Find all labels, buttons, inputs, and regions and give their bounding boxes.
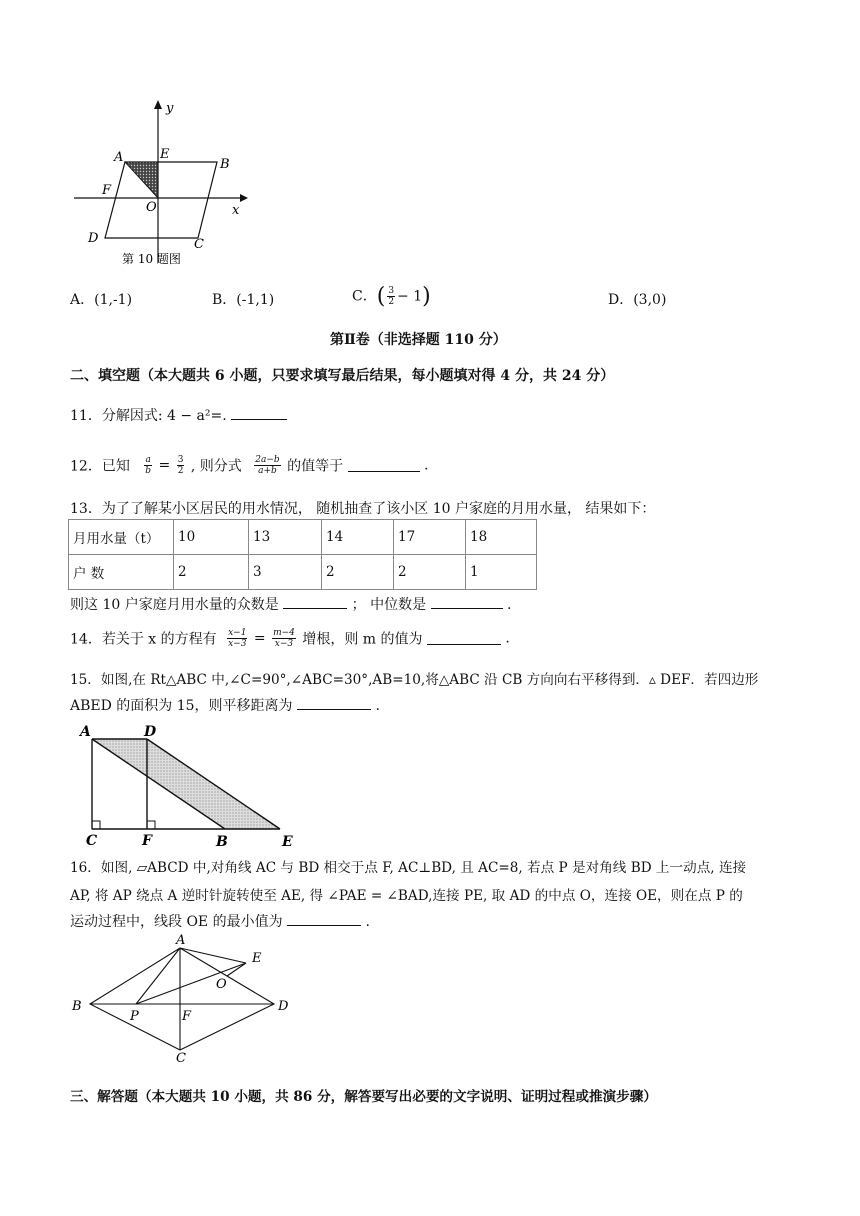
q16-label-c: C [176,1051,186,1062]
q14 [70,628,510,649]
q15-label-f: F [142,833,152,849]
table-cell: 14 [322,520,394,555]
q12-equals: = [158,457,171,474]
q15-label-a: A [80,724,91,740]
q14-fraction-left: $\frac{x-1}{x-3}$ [228,628,247,649]
table-cell: 2 [174,555,249,590]
part2-title: 第Ⅱ卷（非选择题 110 分） [330,332,507,348]
q15-line2-text: ABED 的面积为 15，则平移距离为 [70,698,293,714]
table-cell: 10 [174,520,249,555]
q13-end: . [506,597,512,613]
q10-label-o: O [146,200,157,215]
q10-coordinate-figure [70,95,250,270]
q15-label-b: B [216,834,228,850]
table-row [69,555,537,590]
q14-prefix: 14．若关于 x 的方程有 [70,631,217,648]
q10-option-b: B．(-1,1) [212,292,275,308]
q15-label-c: C [86,833,98,849]
q13-median-blank[interactable] [431,596,503,609]
q13-text: 13．为了了解某小区居民的用水情况， 随机抽查了该小区 10 户家庭的月用水量， 结果如下： [70,501,656,517]
q12-mid: , 则分式 [190,458,242,475]
q16-label-f: F [182,1009,192,1024]
q13-followup [70,594,511,614]
q15-translation-figure [76,722,306,850]
q10-label-y: y [166,101,174,116]
q10-label-x: x [232,203,240,218]
section2-title: 二、填空题（本大题共 6 小题，只要求填写最后结果，每小题填对得 4 分，共 24 分） [70,368,615,384]
q10-label-b: B [220,157,230,172]
q16-line1: 16．如图, ▱ABCD 中,对角线 AC 与 BD 相交于点 F, AC⊥BD, 且 AC=8, 若点 P 是对角线 BD 上一动点, 连接 [70,860,747,876]
q15-answer-blank[interactable] [297,697,371,710]
q14-fraction-right: $\frac{m-4}{x-3}$ [273,628,295,649]
table-cell: 13 [249,520,322,555]
q11 [70,405,287,425]
q16-label-a: A [176,933,186,948]
q16-line2: AP, 将 AP 绕点 A 逆时针旋转使至 AE, 得 ∠PAE = ∠BAD,连接 PE, 取 AD 的中点 O，连接 OE，则在点 P 的 [70,888,743,904]
q13-mode-label: 则这 10 户家庭月用水量的众数是 [70,597,279,613]
q16-answer-blank[interactable] [287,913,361,926]
q12-fraction-expression: $\frac{2a-b}{a+b}$ [255,455,280,476]
q10-label-a: A [114,150,124,165]
q12 [70,455,428,476]
q14-suffix: 增根，则 m 的值为 [302,631,423,648]
q10-label-c: C [194,237,204,252]
q11-text: 11．分解因式: 4 − a²=. [70,408,227,424]
q10-option-d: D．(3,0) [608,292,667,308]
q12-prefix: 12．已知 [70,458,130,475]
q14-answer-blank[interactable] [427,632,501,645]
q16-label-p: P [130,1009,139,1024]
q13-median-label: ； 中位数是 [351,597,427,613]
q15-line2 [70,695,380,715]
q15-line1: 15．如图,在 Rt△ABC 中,∠C=90°,∠ABC=30°,AB=10,将△ABC 沿 CB 方向向右平移得到．▵ DEF．若四边形 [70,672,759,688]
q10-label-d: D [88,231,99,246]
table-cell: 17 [394,520,466,555]
table-cell: 月用水量（t） [69,520,174,555]
q16-label-b: B [72,999,82,1014]
q16-label-e: E [252,951,262,966]
section3-title: 三、解答题（本大题共 10 小题，共 86 分，解答要写出必要的文字说明、证明过程或推演步骤） [70,1089,657,1105]
table-row [69,520,537,555]
q16-label-o: O [216,977,227,992]
table-cell: 户 数 [69,555,174,590]
q13-water-table [68,519,537,590]
table-cell: 1 [466,555,537,590]
table-cell: 2 [322,555,394,590]
q10-option-c: C．( $\frac{3}{2}$ − 1) [352,284,431,309]
table-cell: 2 [394,555,466,590]
q12-answer-blank[interactable] [348,459,420,472]
q12-end: . [424,457,429,474]
q10-label-e: E [160,147,170,162]
q15-end: . [375,698,380,714]
q12-suffix: 的值等于 [287,458,344,475]
q10-option-c-prefix: C． [352,288,377,305]
q12-fraction-a-over-b: $\frac{a}{b}$ [145,455,152,476]
q15-label-d: D [144,724,157,740]
q10-figure-caption: 第 10 题图 [122,252,181,266]
q16-rhombus-figure [68,932,308,1062]
q16-label-d: D [278,999,289,1014]
q10-option-a: A．(1,-1) [70,292,133,308]
q10-label-f: F [102,183,112,198]
q10-option-c-suffix: − 1 [397,288,423,305]
q10-option-c-fraction: $\frac{3}{2}$ [388,286,395,307]
q15-label-e: E [282,834,293,850]
q12-fraction-3-over-2: $\frac{3}{2}$ [177,455,184,476]
table-cell: 3 [249,555,322,590]
q16-end: . [365,914,370,930]
q11-answer-blank[interactable] [231,407,287,420]
q16-line3 [70,911,370,931]
q14-end: . [505,630,510,647]
q14-equals: = [253,630,266,647]
q13-mode-blank[interactable] [283,596,347,609]
table-cell: 18 [466,520,537,555]
q16-line3-text: 运动过程中，线段 OE 的最小值为 [70,914,283,930]
